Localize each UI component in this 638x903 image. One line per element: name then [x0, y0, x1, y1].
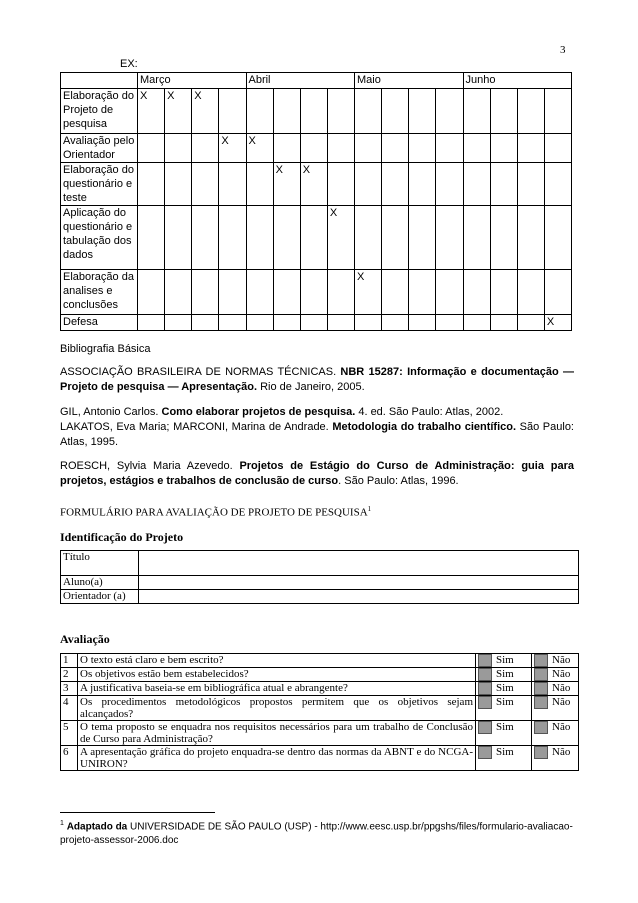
ref-title: Projetos de Estágio do Curso de Administração: guia para projetos, estágios e trabalhos de conclusão de curso: [60, 460, 574, 487]
schedule-mark-cell: [355, 315, 382, 331]
schedule-mark-cell: [355, 134, 382, 163]
schedule-header-row: [61, 73, 572, 89]
schedule-mark-cell: [544, 206, 571, 270]
schedule-mark-cell: [327, 134, 354, 163]
schedule-mark-cell: [246, 163, 273, 206]
evaluation-row: [61, 746, 579, 771]
schedule-mark-cell: [219, 270, 246, 315]
yes-label: Sim: [496, 746, 514, 759]
schedule-mark-cell: [300, 206, 327, 270]
schedule-mark-cell: [300, 89, 327, 134]
footnote-text: UNIVERSIDADE DE SÃO PAULO (USP) - http://www.eesc.usp.br/ppgshs/files/formulario-avaliacao-projeto-assessor-2006.doc: [60, 821, 573, 847]
yes-option[interactable]: [476, 654, 532, 668]
schedule-mark-cell: [300, 134, 327, 163]
schedule-mark-cell: [138, 315, 165, 331]
no-checkbox[interactable]: [534, 654, 548, 667]
evaluation-heading: Avaliação: [60, 632, 110, 646]
no-option[interactable]: [532, 696, 579, 721]
schedule-row: [61, 134, 572, 163]
advisor-value-field[interactable]: [139, 590, 579, 604]
schedule-mark-cell: [490, 270, 517, 315]
schedule-mark-cell: [165, 270, 192, 315]
schedule-mark-cell: [409, 206, 436, 270]
schedule-mark-cell: X: [300, 163, 327, 206]
schedule-mark-cell: [192, 315, 219, 331]
schedule-mark-cell: [273, 89, 300, 134]
schedule-mark-cell: [192, 206, 219, 270]
item-number: 1: [61, 654, 78, 668]
month-header: Abril: [246, 73, 355, 89]
schedule-mark-cell: [463, 206, 490, 270]
ref-text: Rio de Janeiro, 2005.: [257, 381, 365, 393]
no-label: Não: [552, 746, 571, 759]
schedule-mark-cell: [517, 315, 544, 331]
item-question: A justificativa baseia-se em bibliográfica atual e abrangente?: [78, 682, 476, 696]
schedule-mark-cell: X: [355, 270, 382, 315]
schedule-mark-cell: [327, 163, 354, 206]
schedule-mark-cell: X: [544, 315, 571, 331]
schedule-mark-cell: [355, 206, 382, 270]
schedule-mark-cell: [165, 163, 192, 206]
ref-text: 4. ed. São Paulo: Atlas, 2002.: [355, 406, 504, 418]
no-label: Não: [552, 668, 571, 681]
ref-text: ASSOCIAÇÃO BRASILEIRA DE NORMAS TÉCNICAS.: [60, 366, 341, 378]
schedule-mark-cell: [382, 134, 409, 163]
yes-label: Sim: [496, 721, 514, 734]
schedule-table: [60, 72, 572, 331]
schedule-mark-cell: [246, 89, 273, 134]
item-number: 6: [61, 746, 78, 771]
activity-cell: Defesa: [61, 315, 138, 331]
schedule-mark-cell: [463, 315, 490, 331]
schedule-mark-cell: [517, 270, 544, 315]
evaluation-row: [61, 696, 579, 721]
schedule-row: [61, 163, 572, 206]
schedule-mark-cell: [409, 163, 436, 206]
yes-label: Sim: [496, 654, 514, 667]
schedule-mark-cell: X: [219, 134, 246, 163]
ident-row-advisor: [61, 590, 579, 604]
example-label: EX:: [120, 58, 138, 70]
schedule-mark-cell: [273, 206, 300, 270]
schedule-mark-cell: X: [192, 89, 219, 134]
ident-label: Título: [61, 551, 139, 576]
no-label: Não: [552, 682, 571, 695]
item-question: Os objetivos estão bem estabelecidos?: [78, 668, 476, 682]
schedule-mark-cell: [409, 270, 436, 315]
evaluation-row: [61, 721, 579, 746]
footnote-marker: 1: [367, 505, 372, 513]
form-title: [60, 502, 574, 521]
ref-text: . São Paulo: Atlas, 1996.: [338, 475, 459, 487]
schedule-mark-cell: [382, 206, 409, 270]
footnote: [60, 817, 580, 848]
schedule-mark-cell: [436, 315, 463, 331]
schedule-mark-cell: [138, 163, 165, 206]
schedule-mark-cell: [490, 89, 517, 134]
schedule-mark-cell: [463, 270, 490, 315]
schedule-mark-cell: [517, 206, 544, 270]
form-title-text: FORMULÁRIO PARA AVALIAÇÃO DE PROJETO DE PESQUISA: [60, 506, 368, 519]
schedule-mark-cell: [192, 163, 219, 206]
schedule-mark-cell: [544, 270, 571, 315]
item-number: 3: [61, 682, 78, 696]
yes-checkbox[interactable]: [478, 668, 492, 681]
schedule-mark-cell: [219, 315, 246, 331]
schedule-mark-cell: [517, 163, 544, 206]
activity-cell: Elaboração do Projeto de pesquisa: [61, 89, 138, 134]
schedule-mark-cell: X: [246, 134, 273, 163]
reference-abnt: [60, 365, 574, 395]
evaluation-row: [61, 654, 579, 668]
yes-checkbox[interactable]: [478, 654, 492, 667]
ref-text: São Paulo: Atlas, 1995.: [60, 421, 574, 448]
yes-option[interactable]: [476, 682, 532, 696]
ident-label: Orientador (a): [61, 590, 139, 604]
schedule-mark-cell: [300, 315, 327, 331]
ref-title: Como elaborar projetos de pesquisa.: [161, 406, 356, 418]
yes-checkbox[interactable]: [478, 746, 492, 759]
no-option[interactable]: [532, 682, 579, 696]
schedule-mark-cell: [300, 270, 327, 315]
bibliography-heading: Bibliografia Básica: [60, 343, 151, 355]
no-label: Não: [552, 654, 571, 667]
schedule-row: [61, 89, 572, 134]
schedule-mark-cell: [544, 163, 571, 206]
schedule-mark-cell: [246, 206, 273, 270]
schedule-mark-cell: [382, 89, 409, 134]
schedule-mark-cell: [219, 163, 246, 206]
schedule-mark-cell: [327, 270, 354, 315]
schedule-mark-cell: [436, 89, 463, 134]
no-option[interactable]: [532, 721, 579, 746]
schedule-mark-cell: [544, 134, 571, 163]
no-label: Não: [552, 696, 571, 709]
ident-label: Aluno(a): [61, 576, 139, 590]
schedule-mark-cell: [327, 89, 354, 134]
item-number: 5: [61, 721, 78, 746]
schedule-mark-cell: [165, 315, 192, 331]
schedule-mark-cell: [192, 134, 219, 163]
schedule-mark-cell: [409, 89, 436, 134]
footnote-separator: [60, 812, 215, 813]
ref-title: NBR 15287: Informação e documentação — Projeto de pesquisa — Apresentação.: [60, 366, 574, 393]
schedule-mark-cell: [517, 134, 544, 163]
schedule-mark-cell: [382, 270, 409, 315]
identification-heading: Identificação do Projeto: [60, 530, 184, 544]
schedule-mark-cell: [490, 206, 517, 270]
schedule-mark-cell: [409, 315, 436, 331]
schedule-mark-cell: [463, 163, 490, 206]
no-option[interactable]: [532, 746, 579, 771]
yes-option[interactable]: [476, 746, 532, 771]
no-checkbox[interactable]: [534, 696, 548, 709]
schedule-mark-cell: [219, 206, 246, 270]
yes-checkbox[interactable]: [478, 696, 492, 709]
no-option[interactable]: [532, 654, 579, 668]
schedule-row: [61, 206, 572, 270]
item-number: 4: [61, 696, 78, 721]
schedule-mark-cell: [436, 163, 463, 206]
schedule-mark-cell: [517, 89, 544, 134]
schedule-mark-cell: [192, 270, 219, 315]
ref-title: Metodologia do trabalho científico.: [332, 421, 517, 433]
schedule-mark-cell: [138, 134, 165, 163]
schedule-mark-cell: [246, 315, 273, 331]
schedule-mark-cell: [436, 134, 463, 163]
schedule-mark-cell: [490, 134, 517, 163]
page-number: 3: [560, 44, 566, 56]
schedule-mark-cell: [355, 163, 382, 206]
activity-cell: Elaboração da analises e conclusões: [61, 270, 138, 315]
schedule-mark-cell: X: [165, 89, 192, 134]
schedule-mark-cell: [436, 270, 463, 315]
yes-checkbox[interactable]: [478, 721, 492, 734]
schedule-mark-cell: [273, 134, 300, 163]
item-question: A apresentação gráfica do projeto enquadra-se dentro das normas da ABNT e do NCGA-UNIRON?: [78, 746, 476, 771]
evaluation-row: [61, 668, 579, 682]
no-label: Não: [552, 721, 571, 734]
yes-checkbox[interactable]: [478, 682, 492, 695]
schedule-mark-cell: [544, 89, 571, 134]
schedule-mark-cell: [138, 206, 165, 270]
identification-table: [60, 550, 579, 604]
schedule-mark-cell: [246, 270, 273, 315]
ident-row-student: [61, 576, 579, 590]
no-checkbox[interactable]: [534, 668, 548, 681]
schedule-mark-cell: [138, 270, 165, 315]
item-question: O tema proposto se enquadra nos requisitos necessários para um trabalho de Conclusão de Curso para Administração?: [78, 721, 476, 746]
no-checkbox[interactable]: [534, 746, 548, 759]
reference-gil: [60, 405, 574, 420]
yes-label: Sim: [496, 668, 514, 681]
item-number: 2: [61, 668, 78, 682]
schedule-mark-cell: [382, 315, 409, 331]
no-checkbox[interactable]: [534, 721, 548, 734]
yes-option[interactable]: [476, 668, 532, 682]
schedule-mark-cell: [463, 134, 490, 163]
reference-roesch: [60, 459, 574, 489]
schedule-mark-cell: [463, 89, 490, 134]
schedule-mark-cell: X: [327, 206, 354, 270]
title-value-field[interactable]: [139, 551, 579, 576]
footnote-bold: Adaptado da: [66, 821, 128, 833]
student-value-field[interactable]: [139, 576, 579, 590]
schedule-corner-cell: [61, 73, 138, 89]
no-option[interactable]: [532, 668, 579, 682]
schedule-mark-cell: [355, 89, 382, 134]
month-header: Maio: [355, 73, 464, 89]
schedule-mark-cell: [219, 89, 246, 134]
schedule-mark-cell: [490, 163, 517, 206]
yes-option[interactable]: [476, 696, 532, 721]
activity-cell: Avaliação pelo Orientador: [61, 134, 138, 163]
schedule-mark-cell: [273, 315, 300, 331]
month-header: Junho: [463, 73, 572, 89]
schedule-mark-cell: X: [138, 89, 165, 134]
schedule-row: [61, 315, 572, 331]
activity-cell: Aplicação do questionário e tabulação dos dados: [61, 206, 138, 270]
schedule-mark-cell: [409, 134, 436, 163]
evaluation-row: [61, 682, 579, 696]
yes-label: Sim: [496, 696, 514, 709]
no-checkbox[interactable]: [534, 682, 548, 695]
item-question: O texto está claro e bem escrito?: [78, 654, 476, 668]
schedule-mark-cell: [382, 163, 409, 206]
ident-row-title: [61, 551, 579, 576]
ref-text: GIL, Antonio Carlos.: [60, 406, 162, 418]
schedule-mark-cell: [436, 206, 463, 270]
yes-option[interactable]: [476, 721, 532, 746]
ref-text: ROESCH, Sylvia Maria Azevedo.: [60, 460, 240, 472]
reference-lakatos: [60, 420, 574, 450]
month-header: Março: [138, 73, 247, 89]
schedule-mark-cell: [490, 315, 517, 331]
schedule-mark-cell: X: [273, 163, 300, 206]
schedule-mark-cell: [165, 206, 192, 270]
schedule-mark-cell: [273, 270, 300, 315]
yes-label: Sim: [496, 682, 514, 695]
schedule-row: [61, 270, 572, 315]
schedule-mark-cell: [327, 315, 354, 331]
footnote-number: 1: [60, 820, 64, 827]
evaluation-table: [60, 653, 579, 771]
activity-cell: Elaboração do questionário e teste: [61, 163, 138, 206]
ref-text: LAKATOS, Eva Maria; MARCONI, Marina de Andrade.: [60, 421, 333, 433]
schedule-mark-cell: [165, 134, 192, 163]
item-question: Os procedimentos metodológicos propostos permitem que os objetivos sejam alcançados?: [78, 696, 476, 721]
